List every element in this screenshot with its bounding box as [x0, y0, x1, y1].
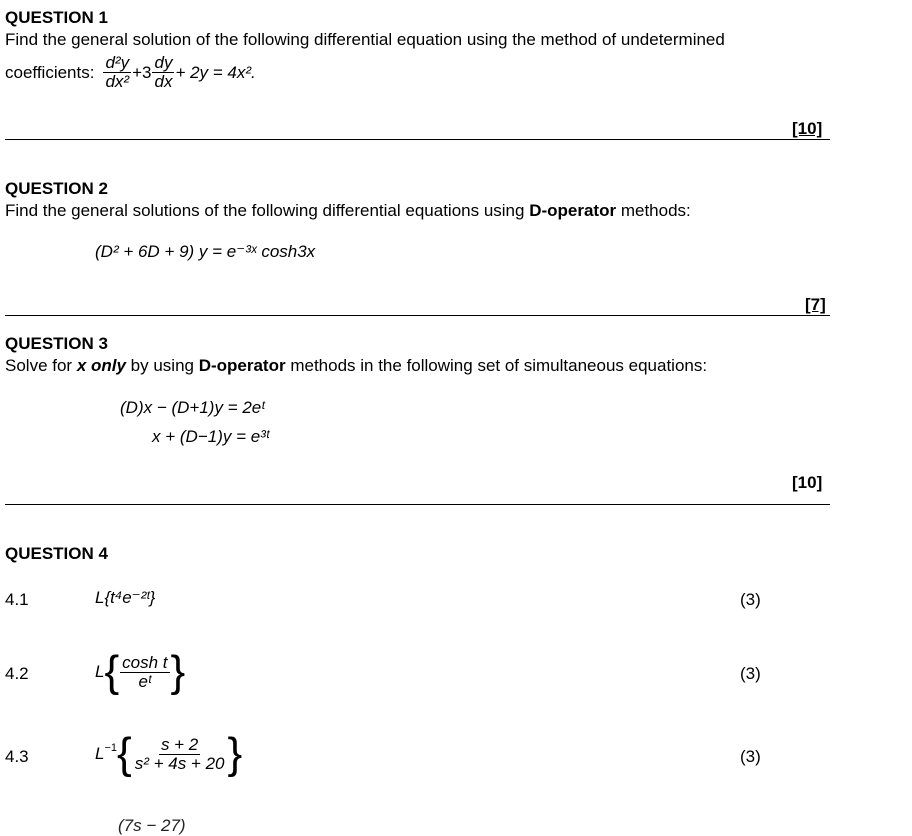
q2-equation: (D² + 6D + 9) y = e⁻³ˣ cosh3x: [95, 242, 316, 261]
q3-text: [5, 356, 707, 376]
q4-3-frac-num: s + 2: [160, 734, 199, 754]
q2-text-post: methods:: [616, 201, 691, 220]
q4-1-expression: L{t⁴e⁻²ᵗ}: [95, 588, 156, 607]
q1-divider: [5, 139, 830, 140]
q2-text: [5, 201, 691, 221]
q4-title: QUESTION 4: [5, 544, 108, 563]
q4-3-number: [5, 747, 29, 767]
q1-equation: [102, 54, 255, 91]
q4-2-laplace-symbol: L: [95, 662, 105, 681]
q3-text-e: methods in the following set of simultaneous equations:: [285, 356, 708, 375]
q2-marks: [7]: [805, 295, 826, 314]
q1-frac2-den: dx: [154, 72, 173, 91]
q4-3-number-text: 4.3: [5, 747, 29, 766]
q1-eq-tail: + 2y = 4x².: [175, 62, 256, 82]
q3-text-a: Solve for: [5, 356, 77, 375]
q4-2-frac-den: eᵗ: [138, 671, 152, 691]
q2-divider: [5, 315, 830, 316]
q4-4-cutoff-expression: (7s − 27): [118, 816, 186, 835]
q1-frac2: [152, 54, 174, 91]
q2-title: QUESTION 2: [5, 179, 108, 198]
q4-2-left-brace: {: [104, 647, 120, 696]
q4-3-left-brace: {: [117, 729, 132, 778]
q3-text-b: x only: [76, 356, 126, 375]
q4-2-frac: [120, 654, 169, 691]
q4-2-number-text: 4.2: [5, 664, 29, 683]
q2-text-bold: D-operator: [529, 201, 617, 220]
q3-eq2: x + (D−1)y = e³ᵗ: [152, 427, 270, 446]
q1-text: Find the general solution of the following differential equation using the method of undetermined: [5, 30, 725, 49]
q3-divider: [5, 504, 830, 505]
q4-3-frac: [133, 736, 227, 773]
q3-text-c: by using: [125, 356, 199, 375]
q4-2-frac-num: cosh t: [122, 652, 168, 672]
q4-2-right-brace: }: [170, 647, 186, 696]
q4-1-number: 4.1: [5, 590, 29, 609]
q1-equation-line: [5, 54, 256, 91]
q3-title: QUESTION 3: [5, 334, 108, 353]
q4-3-right-brace: }: [227, 729, 243, 778]
q4-3-expression: [95, 729, 243, 778]
q1-frac1: [103, 54, 131, 91]
q4-1-marks: (3): [740, 590, 761, 609]
q2-text-pre: Find the general solutions of the following differential equations using: [5, 201, 530, 220]
q3-text-d: D-operator: [198, 356, 286, 375]
q1-frac1-num: d²y: [105, 53, 130, 72]
q3-marks: [10]: [792, 473, 823, 492]
q3-eq1: (D)x − (D+1)y = 2eᵗ: [120, 398, 265, 417]
q1-marks: [10]: [792, 119, 823, 138]
q1-eq-mid: +3: [132, 62, 152, 82]
q1-title: QUESTION 1: [5, 8, 108, 27]
q4-3-inverse-laplace-symbol: $L^{-1}$: [95, 742, 118, 763]
q4-2-number: [5, 664, 29, 684]
q1-frac1-den: dx²: [105, 72, 130, 91]
q4-3-marks: (3): [740, 747, 761, 766]
q1-coeff-label: coefficients:: [5, 62, 95, 82]
q4-3-frac-den: s² + 4s + 20: [134, 753, 225, 773]
q4-2-expression: [95, 647, 186, 696]
q4-2-marks: (3): [740, 664, 761, 683]
q1-frac2-num: dy: [154, 53, 173, 72]
